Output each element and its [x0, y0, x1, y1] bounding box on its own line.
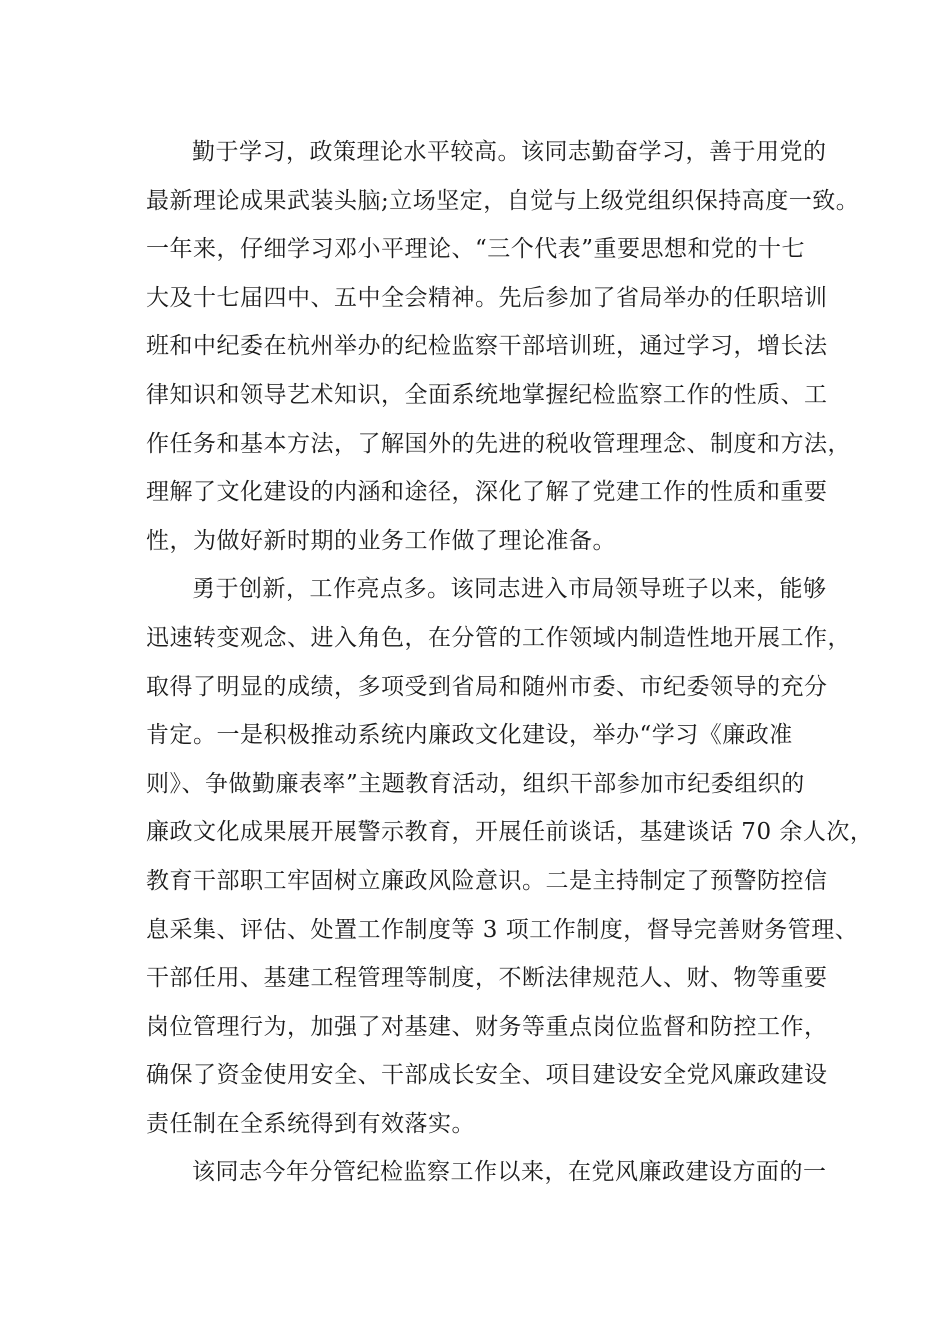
paragraph-2-line-3: 取得了明显的成绩，多项受到省局和随州市委、市纪委领导的充分: [146, 673, 828, 700]
paragraph-1-line-7: 作任务和基本方法，了解国外的先进的税收管理理念、制度和方法，: [146, 430, 851, 457]
paragraph-1-line-4: 大及十七届四中、五中全会精神。先后参加了省局举办的任职培训: [146, 284, 828, 311]
document-body: [146, 128, 874, 1197]
paragraph-2-line-6: 廉政文化成果展开展警示教育，开展任前谈话，基建谈话 70 余人次，: [146, 819, 874, 846]
paragraph-2-line-12: 责任制在全系统得到有效落实。: [146, 1110, 475, 1137]
paragraph-2-line-4: 肯定。一是积极推动系统内廉政文化建设，举办“学习《廉政准: [146, 722, 793, 749]
paragraph-2-line-8: 息采集、评估、处置工作制度等 3 项工作制度，督导完善财务管理、: [146, 916, 859, 943]
paragraph-2-line-11: 确保了资金使用安全、干部成长安全、项目建设安全党风廉政建设: [146, 1062, 828, 1089]
paragraph-1-line-8: 理解了文化建设的内涵和途径，深化了解了党建工作的性质和重要: [146, 479, 828, 506]
paragraph-2-line-10: 岗位管理行为，加强了对基建、财务等重点岗位监督和防控工作，: [146, 1013, 828, 1040]
paragraph-2-line-7: 教育干部职工牢固树立廉政风险意识。二是主持制定了预警防控信: [146, 867, 828, 894]
paragraph-1-line-2: 最新理论成果武装头脑;立场坚定，自觉与上级党组织保持高度一致。: [146, 187, 860, 214]
paragraph-2-line-9: 干部任用、基建工程管理等制度，不断法律规范人、财、物等重要: [146, 965, 828, 992]
paragraph-2-line-5: 则》、争做勤廉表率”主题教育活动，组织干部参加市纪委组织的: [146, 770, 805, 797]
paragraph-1-line-6: 律知识和领导艺术知识，全面系统地掌握纪检监察工作的性质、工: [146, 381, 828, 408]
paragraph-1-line-9: 性，为做好新时期的业务工作做了理论准备。: [146, 527, 616, 554]
paragraph-1-line-3: 一年来，仔细学习邓小平理论、“三个代表”重要思想和党的十七: [146, 236, 806, 263]
paragraph-1-line-1: 勤于学习，政策理论水平较高。该同志勤奋学习，善于用党的: [192, 139, 827, 165]
paragraph-2-line-2: 迅速转变观念、进入角色，在分管的工作领域内制造性地开展工作，: [146, 624, 851, 651]
paragraph-1-line-5: 班和中纪委在杭州举办的纪检监察干部培训班，通过学习，增长法: [146, 333, 828, 360]
paragraph-3-line-1: 该同志今年分管纪检监察工作以来，在党风廉政建设方面的一: [192, 1159, 827, 1186]
paragraph-2-line-1: 勇于创新，工作亮点多。该同志进入市局领导班子以来，能够: [192, 576, 827, 603]
